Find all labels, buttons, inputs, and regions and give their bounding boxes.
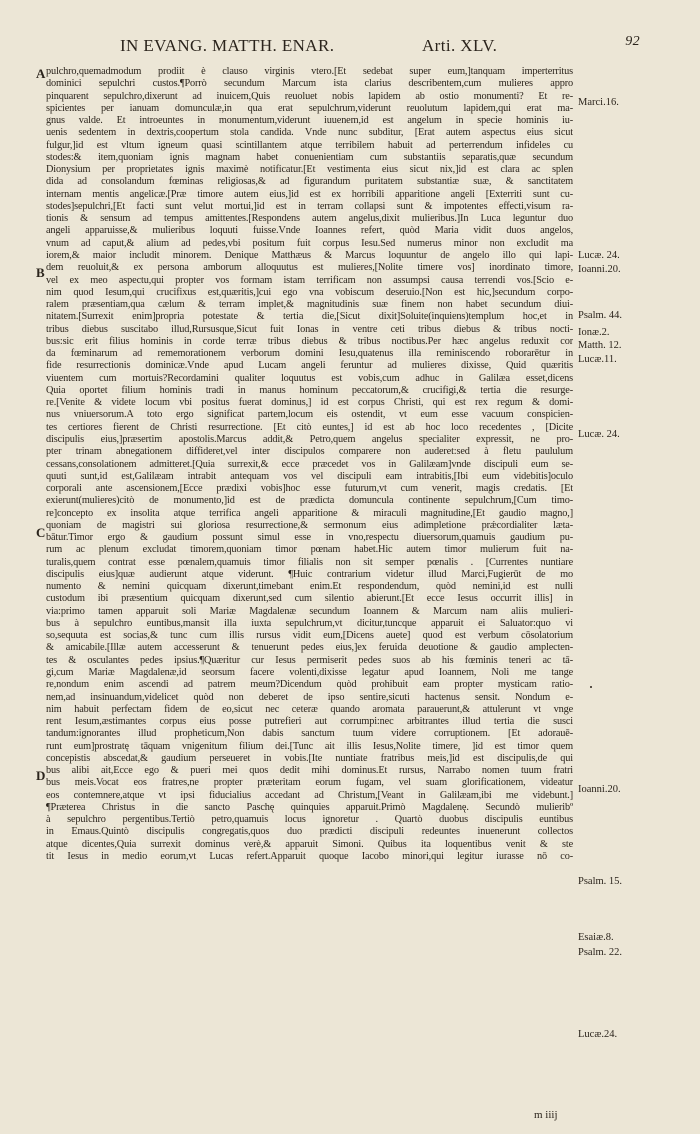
text-line: angeli apparuisse,& mulieribus loquuti fuisse.Vnde Ioannes refert, quòd Maria vidit duos angelos, [46, 225, 573, 237]
text-line: cessans,consolationem admitteret.[Quia surrexit,& ecce præcedet vos in Galilæam]vnde discipuli eum se- [46, 458, 573, 470]
text-line: uenis sedentem in dextris,coopertum stola candida. Vnde nunc subditur, [Erat autem aspectus eius sicut [46, 127, 573, 139]
text-line: stodes]sepulchri,[Et facti sunt velut mortui,]id est in terram collapsi sunt & impotentes effecti,visum ra- [46, 200, 573, 212]
text-line: fide resurrectionis dominicæ.Vnde apud Lucam angeli feruntur ad mulieres dixisse, Quid quæritis [46, 360, 573, 372]
text-line: re.[Venite & videte locum vbi positus fuerat dominus,] id est corpus Christi, qui est rex regum & domi- [46, 397, 573, 409]
text-line: gi,cum Mariæ Magdalenæ,id seorsum facere volenti,dixisse legatur apud Ioannem, Noli me tange [46, 667, 573, 679]
text-line: corporali ante ascensionem,[Ecce prædixi vobis]hoc esse futurum,vt cum venerit, magis credatis. [Et [46, 483, 573, 495]
text-line: da fœminarum ad rememorationem verborum domini Iesu,quatenus illa reminiscendo roborarētur in [46, 348, 573, 360]
ink-dot [590, 686, 592, 688]
running-title: IN EVANG. MATTH. ENAR. [120, 36, 335, 55]
text-line: Quia oportet filium hominis tradi in manus hominum peccatorum,& crucifigi,& tertia die resurge- [46, 384, 573, 396]
section-letter-d: D [36, 768, 46, 783]
text-line: pinquarent sepulchro,dixerunt ad inuicem,Quis reuoluet nobis lapidem ab ostio monumenti? Et re- [46, 90, 573, 102]
margin-reference: Lucæ.11. [578, 354, 617, 365]
margin-reference: Ioanni.20. [578, 784, 621, 795]
text-line: bātur.Timor ergo & gaudium possunt simul esse in vno,respectu diuersorum,quamuis gaudium pu- [46, 532, 573, 544]
text-line: so,sequuta est socias,& tunc cum illis rursus vidit eum,[Dicens auete] quod est verbum cōsolatorium [46, 630, 573, 642]
text-line: viuentem cum mortuis?Recordamini qualiter loquutus est vobis,cum adhuc in Galilæa esset,dicens [46, 372, 573, 384]
text-line: tes & osculantes pedes ipsius.¶Quæritur cur Iesus permiserit pedes suos ab his fœminis teneri ac tā- [46, 654, 573, 666]
text-line: nitatem.[Surrexit enim]propria potestate & tertia die,[Sicut dixit]Soluite(inquiens)templum hoc,et in [46, 311, 573, 323]
text-line: internam mentis angelicæ.[Præ timore autem eius,]id est ex horribili apparitione angeli [Exterriti sunt cu- [46, 188, 573, 200]
text-line: Dionysium per proprietates ignis maximè notificatur.[Et vestimenta eius sicut nix,]id est clara ac splen [46, 164, 573, 176]
text-line: re]concepto ex insolita atque terrifica angeli apparitione & miraculi magnitudine,[Et gaudio magno,] [46, 507, 573, 519]
margin-reference: Lucæ. 24. [578, 250, 620, 261]
margin-reference: Psalm. 22. [578, 947, 623, 958]
text-line: stodes:& item,quoniam ignis magnam habet conuenientiam cum substantiis separatis,quæ secundum [46, 151, 573, 163]
margin-reference: Lucæ.24. [578, 1029, 618, 1040]
page-header [120, 34, 640, 58]
section-letter-a: A [36, 66, 46, 81]
text-line: tionis & sensum ad tempus amittentes.[Respondens autem angelus,dixit mulieribus.]In Luca leguntur duo [46, 213, 573, 225]
section-letter-b: B [36, 265, 45, 280]
text-line: nus vniuersorum.A toto ergo significat partem,locum eis ostendit, vt eum esse vacuum conspicien- [46, 409, 573, 421]
text-line: à sepulchro pergentibus.Tertiò petro,quamuis locus ignoretur . Quartò duobus discipulis euntibus [46, 814, 573, 826]
text-line: tit Iesus in medio eorum,vt Lucas refert.Apparuit quoque Iacobo minori,qui legitur iurasse nō co- [46, 851, 573, 862]
text-line: rum ac plenum excludat timorem,quoniam timor pœnam habet.Hic autem timor mulierum fuit na- [46, 544, 573, 556]
text-line: via:primo tamen apparuit soli Mariæ Magdalenæ secundum Ioannem & Marcum nam aliis mulieri- [46, 605, 573, 617]
text-line: custodum ibi præsentium quicquam dixerunt,sed cum silentio abierunt.[Et ecce Iesus occurrit illis] in [46, 593, 573, 605]
text-line: pter trinam abnegationem diffideret,vel inter discipulos comparere non auderet:sed à fletu paululum [46, 446, 573, 458]
text-line: numento & nemini quicquam dixerunt,timebant enim.Et respondendum, quòd nemini,id est nulli [46, 581, 573, 593]
text-line: runt eum]prostratę tāquam vnigenitum filium dei.[Tunc ait illis Iesus,Nolite timere, ]id est timor quem [46, 740, 573, 752]
text-line: bus meis.Vocat eos fratres,ne propter præteritam eorum fugam, vel suam glorificationem, videatur [46, 777, 573, 789]
article-number: Arti. XLV. [422, 36, 498, 55]
text-line: in Emaus.Quintò discipulis congregatis,quos duo prædicti discipuli redeuntes inuenerunt collectos [46, 826, 573, 838]
text-line: rent Iesum,æstimantes corpus eius posse putrefieri aut corrumpi:nec arbitrantes illud tertia die susci [46, 716, 573, 728]
text-line: concepistis abscedat,& gaudium perseueret in vobis.[Ite nuntiate fratribus meis,]id est discipulis,de qui [46, 752, 573, 764]
text-line: bus alibi ait,Ecce ego & pueri mei quos dedit mihi dominus.Et rursus, Narrabo nomen tuum fratri [46, 765, 573, 777]
text-line: iorem,& maior includit minorem. Denique Matthæus & Marcus loquuntur de angelo illo qui lapi- [46, 249, 573, 261]
signature-mark: m iiij [534, 1109, 558, 1121]
text-line: vel ex meo aspectu,qui propter vos formam istam terrificam non assumpsi causa terrendi vos.[Scio e- [46, 274, 573, 286]
text-line: nim habuit perfectam fidem de eo,sicut nec ceteræ quando aromata parauerunt,& attulerunt vt vnge [46, 703, 573, 715]
margin-reference: Lucæ. 24. [578, 429, 620, 440]
text-line: quuti sunt,id est,Galilæam intrabit antequam vos vel discipuli eam intrabitis,[Ibi eum videbitis]oculo [46, 470, 573, 482]
margin-reference: Ioanni.20. [578, 264, 621, 275]
section-letter-c: C [36, 525, 46, 540]
margin-reference: Ionæ.2. [578, 327, 610, 338]
text-line: quoniam de magistri sui gloriosa resurrectione,& sermonum eius adimpletione prǽcordialiter læta- [46, 519, 573, 531]
text-line: fulgur,]id est vltum igneum quasi scintillantem atque terribilem habuit ad perterrendum infideles cu [46, 139, 573, 151]
text-line: spicientes per ianuam domunculæ,in qua erat sepulchrum,viderunt reuolutum lapidem,qui erat ma- [46, 102, 573, 114]
text-line: bus:sic erit filius hominis in corde terræ tribus diebus & tribus noctibus.Per hæc angelus reduxit cor [46, 335, 573, 347]
text-line: discipulis eius]quæ audierunt atque viderunt. ¶Huic contrarium videtur illud Marci,Fugierūt de mo [46, 568, 573, 580]
text-line: tribus diebus suscitabo illud,Rursusque,Sicut fuit Ionas in ventre ceti tribus diebus & tribus nocti- [46, 323, 573, 335]
text-line: eos contemnere,atque vt ipsi fiducialius accedant ad Christum,[Veant in Galilæam,ibi me videbunt.] [46, 789, 573, 801]
text-line: ¶Præterea Christus in die sancto Paschę quinquies apparuit.Primò Magdalenę. Secundò mulieribº [46, 801, 573, 813]
text-line: tes certiores fierent de Christi resurrectione. [Et citò euntes,] id est ab hoc loco recedentes , [Dicite [46, 421, 573, 433]
folio-number: 92 [625, 34, 640, 49]
text-line: nem,ad insinuandum,videlicet quòd non deberet de ipso sentire,sicuti hactenus sensit. Nondum e- [46, 691, 573, 703]
text-line: tandum:ignorantes illud propheticum,Non dabis sanctum tuum videre corruptionem. [Et adorauē- [46, 728, 573, 740]
text-line: exierunt(mulieres)citò de monumento,]id est de prædicta domuncula continente sepulchrum,[Cum timo- [46, 495, 573, 507]
margin-reference: Matth. 12. [578, 340, 622, 351]
text-line: turalis,quem contrat esse pœnalem,quamuis timor filialis non sit semper pœnalis . [Currentes nuntiare [46, 556, 573, 568]
text-line: bus à sepulchro euntibus,mansit illa iuxta sepulchrum,vt dicitur,tuncque apparuit ei Saluator:quo vi [46, 617, 573, 629]
text-line: dem reuoluit,& ex persona amborum alloquutus est mulieres,[Nolite timere vos] inordinato timore, [46, 262, 573, 274]
text-line: & amicabile.[Illæ autem accesserunt & tenuerunt pedes eius,]ex feruida deuotione & gaudio amplecten- [46, 642, 573, 654]
margin-reference: Psalm. 15. [578, 876, 623, 887]
margin-reference: Marci.16. [578, 97, 619, 108]
text-line: re,nondum enim ascendi ad patrem meum?Dicendum quòd prohibuit eam propter mysticam ratio- [46, 679, 573, 691]
body-text [36, 66, 573, 863]
text-line: atque dicentes,Quia surrexit dominus verè,& apparuit Simoni. Quibus ita loquentibus venit & ste [46, 838, 573, 850]
text-line: nim quod Iesum,qui crucifixus est,quæritis,]cui ego vna vobiscum deseruio.[Non est hic,]secundum corpo- [46, 286, 573, 298]
text-line: pulchro,quemadmodum prodiit è clauso virginis vtero.[Et sedebat super eum,]tanquam imperterritus [46, 66, 573, 77]
margin-reference: Psalm. 44. [578, 310, 623, 321]
text-line: discipulis eius,]præsertim apostolis.Marcus addit,& Petro,quem angelus specialiter expressit, ne pro- [46, 433, 573, 445]
text-line: vnum ad caput,& alium ad pedes,vbi positum fuit corpus Iesu.Sed numerus minor non excludit ma [46, 237, 573, 249]
text-line: dida ad consolandum fœminas religiosas,& ad figurandum puritatem substantiæ suæ, & sanctitatem [46, 176, 573, 188]
text-line: gnus valde. Et introeuntes in monumentum,viderunt iuuenem,id est angelum in specie hominis iu- [46, 115, 573, 127]
margin-reference: Esaiæ.8. [578, 932, 614, 943]
text-line: dominici sepulchri custos.¶Porrò secundum Marcum ista clarius describentem,cum mulieres appro [46, 78, 573, 90]
text-line: ralem præsentiam,qua cælum & terram implet,& magnitudinis suæ finem non habet secundum diui- [46, 299, 573, 311]
